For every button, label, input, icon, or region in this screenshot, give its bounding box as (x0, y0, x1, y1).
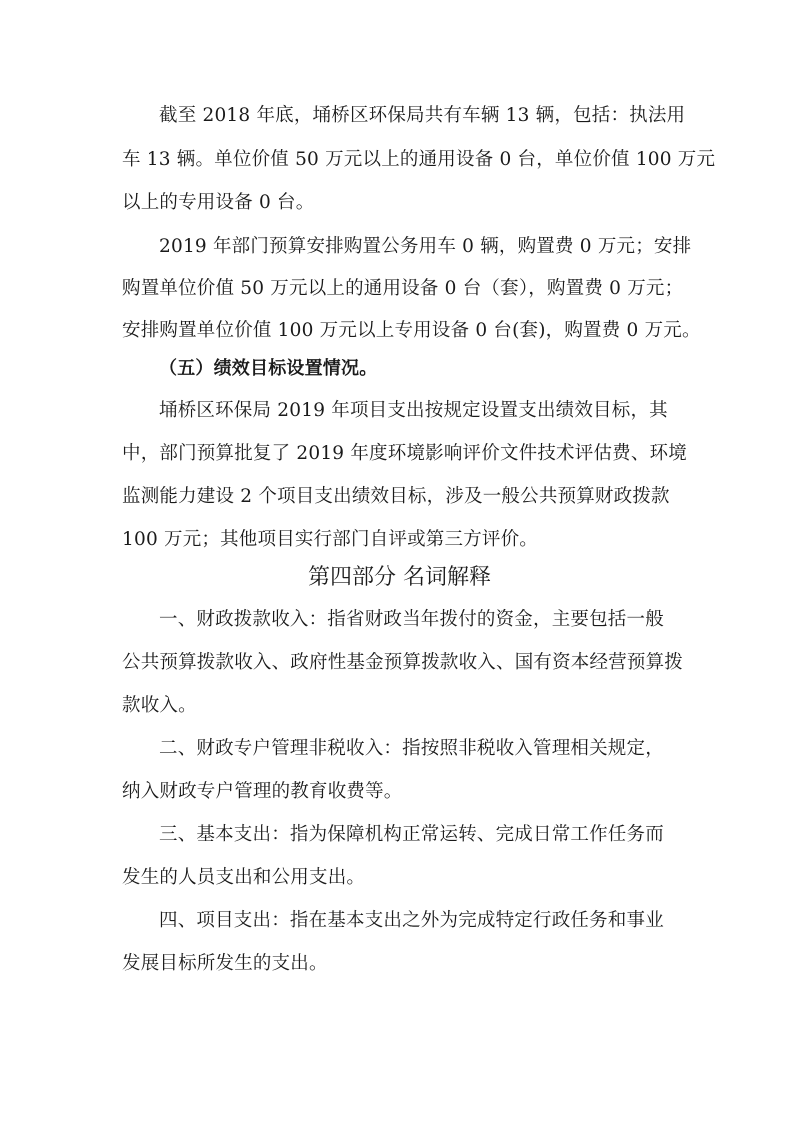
term-line: 二、财政专户管理非税收入：指按照非税收入管理相关规定， (159, 738, 664, 759)
paragraph-line: 监测能力建设 2 个项目支出绩效目标，涉及一般公共预算财政拨款 (122, 486, 670, 507)
paragraph-line: 以上的专用设备 0 台。 (122, 192, 315, 213)
paragraph-line: 中，部门预算批复了 2019 年度环境影响评价文件技术评估费、环境 (122, 443, 687, 464)
term-line: 公共预算拨款收入、政府性基金预算拨款收入、国有资本经营预算拨 (122, 652, 684, 673)
term-line: 三、基本支出：指为保障机构正常运转、完成日常工作任务而 (159, 824, 664, 845)
paragraph-line: 安排购置单位价值 100 万元以上专用设备 0 台(套)，购置费 0 万元。 (122, 320, 701, 341)
term-line: 发生的人员支出和公用支出。 (122, 867, 366, 888)
term-line: 纳入财政专户管理的教育收费等。 (122, 781, 403, 802)
term-line: 四、项目支出：指在基本支出之外为完成特定行政任务和事业 (159, 910, 664, 931)
paragraph-line: 2019 年部门预算安排购置公务用车 0 辆，购置费 0 万元；安排 (159, 236, 692, 257)
paragraph-line: 截至 2018 年底，埇桥区环保局共有车辆 13 辆，包括：执法用 (159, 105, 686, 126)
paragraph-line: 购置单位价值 50 万元以上的通用设备 0 台（套），购置费 0 万元； (122, 278, 684, 299)
section-heading: （五）绩效目标设置情况。 (159, 358, 378, 379)
part-title: 第四部分 名词解释 (308, 565, 491, 590)
paragraph-line: 车 13 辆。单位价值 50 万元以上的通用设备 0 台，单位价值 100 万元 (122, 149, 716, 170)
term-line: 款收入。 (122, 695, 197, 716)
term-line: 一、财政拨款收入：指省财政当年拨付的资金，主要包括一般 (159, 609, 664, 630)
paragraph-line: 埇桥区环保局 2019 年项目支出按规定设置支出绩效目标，其 (159, 400, 668, 421)
paragraph-line: 100 万元；其他项目实行部门自评或第三方评价。 (122, 529, 538, 550)
term-line: 发展目标所发生的支出。 (122, 953, 328, 974)
